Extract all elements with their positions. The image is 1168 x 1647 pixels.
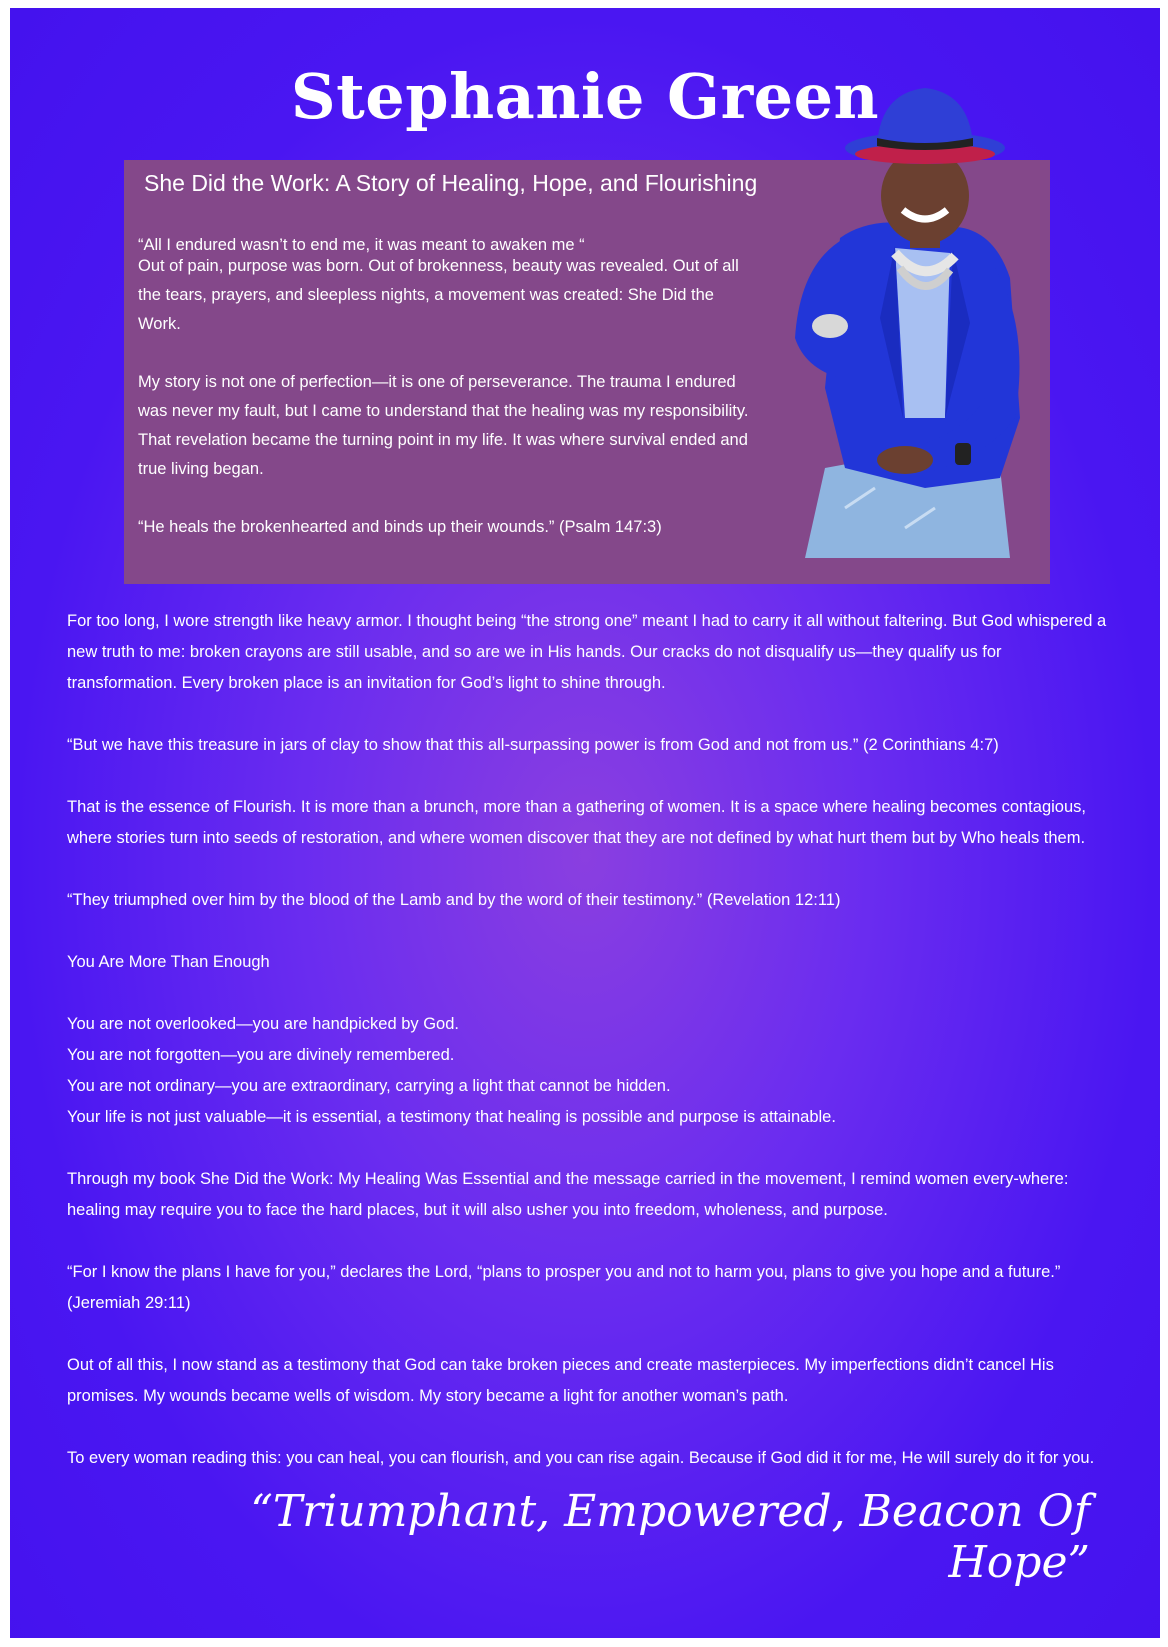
section-heading: You Are More Than Enough [67, 953, 270, 971]
panel-title: She Did the Work: A Story of Healing, Hope, and Flourishing [144, 170, 758, 196]
affirmation-line: You are not ordinary—you are extraordinary, carrying a light that cannot be hidden. [67, 1077, 671, 1095]
panel-body [138, 252, 758, 571]
main-body [67, 606, 1109, 1505]
body-paragraph: For too long, I wore strength like heavy armor. I thought being “the strong one” meant I had to carry it all without faltering. But God whispered a new truth to me: broken crayons are still usable, and so are we in His hands. Our cracks do not disqualify us—they qualify us for transformation. Every broken place is an invitation for God’s light to shine through. [67, 612, 1107, 692]
affirmation-list [67, 1009, 1109, 1133]
body-paragraph: Through my book She Did the Work: My Healing Was Essential and the message carried in the movement, I remind women every-where: healing may require you to face the hard places, but it will also usher you into freedom, wholeness, and purpose. [67, 1170, 1069, 1219]
page-title: Stephanie Green [290, 60, 880, 133]
affirmation-line: You are not overlooked—you are handpicked by God. [67, 1015, 459, 1033]
panel-paragraph: Out of pain, purpose was born. Out of brokenness, beauty was revealed. Out of all the tears, prayers, and sleepless nights, a movement was created: She Did the Work. [138, 257, 739, 333]
panel-paragraph: My story is not one of perfection—it is one of perseverance. The trauma I endured was never my fault, but I came to understand that the healing was my responsibility. That revelation became the turning point in my life. It was where survival ended and true living began. [138, 373, 749, 478]
body-scripture: “For I know the plans I have for you,” declares the Lord, “plans to prosper you and not to harm you, plans to give you hope and a future.” (Jeremiah 29:11) [67, 1263, 1061, 1312]
body-paragraph: That is the essence of Flourish. It is more than a brunch, more than a gathering of women. It is a space where healing becomes contagious, where stories turn into seeds of restoration, and where women discover that they are not defined by what hurt them but by Who heals them. [67, 798, 1086, 847]
flyer-page [10, 8, 1160, 1638]
body-paragraph: Out of all this, I now stand as a testimony that God can take broken pieces and create masterpieces. My imperfections didn’t cancel His promises. My wounds became wells of wisdom. My story became a light for another woman’s path. [67, 1356, 1054, 1405]
portrait-photo [785, 88, 1045, 578]
tagline: “Triumphant, Empowered, Beacon Of Hope” [250, 1486, 1090, 1588]
panel-quote: “All I endured wasn’t to end me, it was meant to awaken me “ [138, 236, 585, 254]
body-scripture: “But we have this treasure in jars of clay to show that this all-surpassing power is from God and not from us.” (2 Corinthians 4:7) [67, 736, 999, 754]
affirmation-line: You are not forgotten—you are divinely remembered. [67, 1046, 455, 1064]
panel-scripture: “He heals the brokenhearted and binds up their wounds.” (Psalm 147:3) [138, 518, 662, 536]
body-scripture: “They triumphed over him by the blood of the Lamb and by the word of their testimony.” (Revelation 12:11) [67, 891, 841, 909]
affirmation-line: Your life is not just valuable—it is essential, a testimony that healing is possible and purpose is attainable. [67, 1108, 836, 1126]
body-paragraph: To every woman reading this: you can heal, you can flourish, and you can rise again. Because if God did it for me, He will surely do it for you. [67, 1449, 1095, 1467]
